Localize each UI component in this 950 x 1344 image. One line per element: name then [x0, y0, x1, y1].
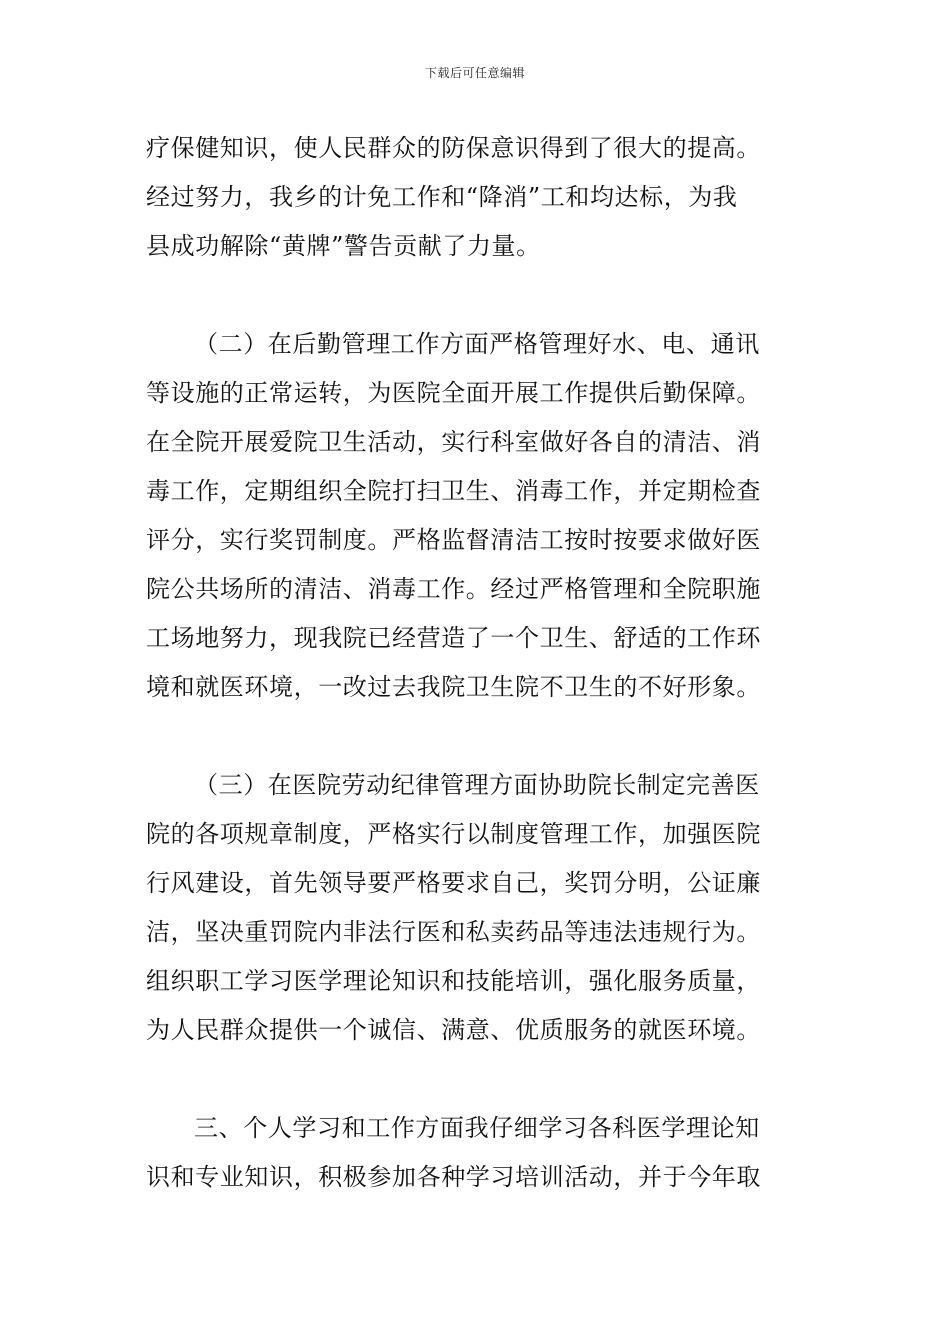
- text-line: 组织职工学习医学理论知识和技能培训，强化服务质量，: [146, 967, 761, 995]
- text-line: 等设施的正常运转，为医院全面开展工作提供后勤保障。: [146, 379, 761, 407]
- body-text: [146, 124, 806, 1202]
- text-line: 洁，坚决重罚院内非法行医和私卖药品等违法违规行为。: [146, 918, 761, 946]
- text-line: 院的各项规章制度，严格实行以制度管理工作，加强医院: [146, 820, 761, 848]
- text-line: 评分，实行奖罚制度。严格监督清洁工按时按要求做好医: [146, 526, 761, 554]
- text-line: 毒工作，定期组织全院打扫卫生、消毒工作，并定期检查: [146, 477, 761, 505]
- text-line: 疗保健知识，使人民群众的防保意识得到了很大的提高。: [146, 134, 761, 162]
- paragraph-2: [146, 320, 806, 712]
- paragraph-gap: [146, 1055, 806, 1104]
- text-line: 为人民群众提供一个诚信、满意、优质服务的就医环境。: [146, 1016, 761, 1044]
- text-line: （三）在医院劳动纪律管理方面协助院长制定完善医: [194, 771, 760, 799]
- text-line: 在全院开展爱院卫生活动，实行科室做好各自的清洁、消: [146, 428, 761, 456]
- text-line: 境和就医环境，一改过去我院卫生院不卫生的不好形象。: [146, 673, 761, 701]
- text-line: 识和专业知识，积极参加各种学习培训活动，并于今年取: [146, 1163, 761, 1191]
- header-note: 下载后可任意编辑: [424, 66, 525, 80]
- paragraph-gap: [146, 271, 806, 320]
- text-line: 院公共场所的清洁、消毒工作。经过严格管理和全院职施: [146, 575, 761, 603]
- text-line: 工场地努力，现我院已经营造了一个卫生、舒适的工作环: [146, 624, 761, 652]
- paragraph-gap: [146, 712, 806, 761]
- text-line: 行风建设，首先领导要严格要求自己，奖罚分明，公证廉: [146, 869, 761, 897]
- text-line: （二）在后勤管理工作方面严格管理好水、电、通讯: [194, 330, 760, 358]
- paragraph-3: [146, 761, 806, 1055]
- paragraph-1: [146, 124, 806, 271]
- text-line: 县成功解除“黄牌”警告贡献了力量。: [146, 232, 541, 260]
- text-line: 经过努力，我乡的计免工作和“降消”工和均达标，为我: [146, 183, 738, 211]
- paragraph-4: [146, 1104, 806, 1202]
- text-line: 三、个人学习和工作方面我仔细学习各科医学理论知: [194, 1114, 760, 1142]
